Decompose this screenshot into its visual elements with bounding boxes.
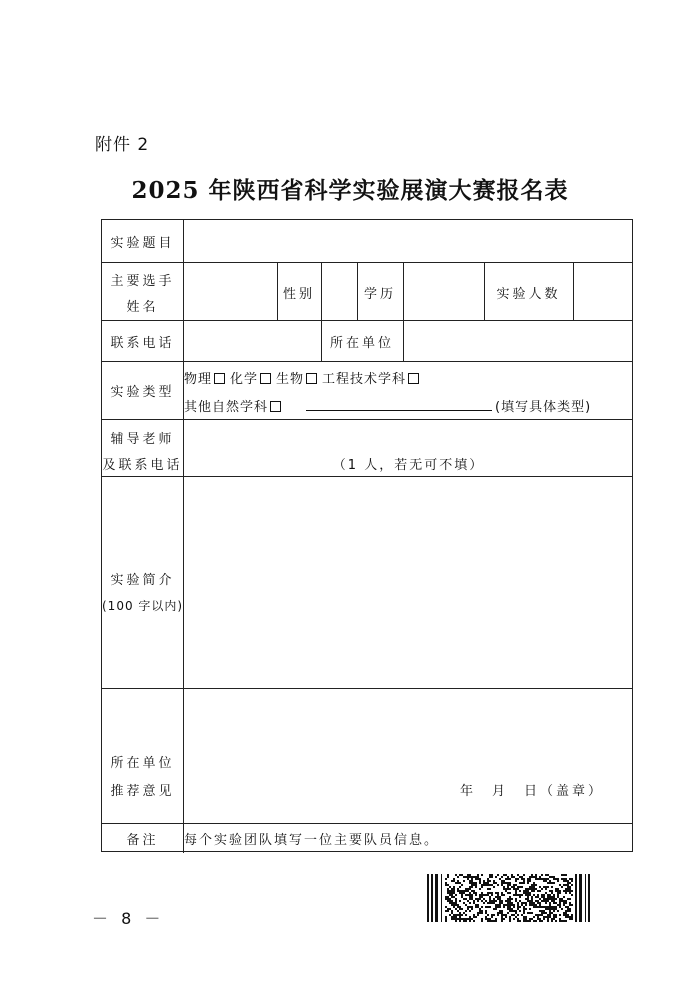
remark-text: 每个实验团队填写一位主要队员信息。 (184, 833, 440, 848)
count-label: 实验人数 (496, 287, 561, 302)
player-label-line2: 姓名 (126, 300, 159, 315)
education-label: 学历 (363, 287, 396, 302)
phone-label: 联系电话 (110, 336, 175, 351)
tutor-label-line1: 辅导老师 (110, 432, 175, 447)
player-label-line1: 主要选手 (110, 274, 175, 289)
remark-label: 备注 (126, 833, 159, 848)
tutor-label-line2: 及联系电话 (102, 458, 183, 473)
type-options-line (184, 368, 424, 387)
education-field[interactable] (404, 263, 484, 320)
type-label: 实验类型 (110, 385, 175, 400)
gender-field[interactable] (322, 263, 357, 320)
recommend-field[interactable] (184, 689, 633, 823)
biology-checkbox[interactable] (306, 373, 317, 384)
recommend-label-line1: 所在单位 (110, 756, 175, 771)
type-fill-hint: (填写具体类型) (495, 400, 592, 415)
type-fill-blank[interactable] (306, 410, 492, 411)
intro-label-line1: 实验简介 (110, 573, 175, 588)
unit-field[interactable] (404, 321, 633, 361)
intro-field[interactable] (184, 477, 633, 688)
gender-label: 性别 (282, 287, 315, 302)
type-option-physics: 物理 (184, 372, 213, 387)
registration-form-table (101, 219, 633, 852)
form-title: 2025 年陕西省科学实验展演大赛报名表 (131, 177, 569, 204)
row-divider (102, 823, 632, 824)
type-other-line (184, 396, 286, 415)
player-name-field[interactable] (184, 263, 277, 320)
physics-checkbox[interactable] (214, 373, 225, 384)
type-option-engineering: 工程技术学科 (322, 372, 407, 387)
row-divider (102, 361, 632, 362)
page-number: － 8 － (92, 909, 165, 928)
type-option-other: 其他自然学科 (184, 400, 269, 415)
engineering-checkbox[interactable] (408, 373, 419, 384)
intro-label-line2: (100 字以内) (102, 599, 184, 613)
other-checkbox[interactable] (270, 401, 281, 412)
topic-field[interactable] (184, 220, 633, 262)
chemistry-checkbox[interactable] (260, 373, 271, 384)
type-option-biology: 生物 (276, 372, 305, 387)
attachment-label: 附件 2 (95, 135, 150, 155)
topic-label: 实验题目 (110, 236, 175, 251)
phone-field[interactable] (184, 321, 321, 361)
date-seal: 年 月 日（盖章） (460, 784, 605, 799)
recommend-label-line2: 推荐意见 (110, 784, 175, 799)
barcode-image (427, 874, 591, 922)
row-divider (102, 262, 632, 263)
count-field[interactable] (574, 263, 633, 320)
type-option-chemistry: 化学 (230, 372, 259, 387)
tutor-hint: （1 人，若无可不填） (332, 458, 485, 473)
unit-label: 所在单位 (329, 336, 394, 351)
